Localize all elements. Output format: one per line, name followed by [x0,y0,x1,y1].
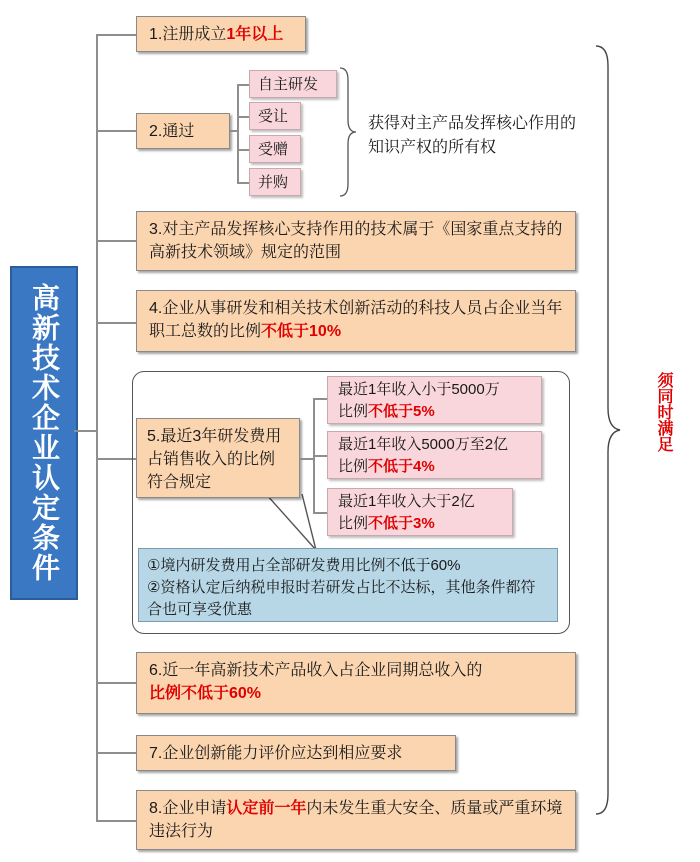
tier-2 [327,431,542,479]
branch-1 [96,34,136,36]
condition-6-text: 6.近一年高新技术产品收入占企业同期总收入的 [149,662,483,679]
condition-5 [136,418,300,498]
condition-4 [136,290,576,352]
branch-4 [96,322,136,324]
cond5-fork-1 [313,398,327,400]
callout-pointer [258,494,328,554]
condition-8-highlight: 认定前一年 [226,800,307,817]
diagram-title: 高新技术企业认定条件 [29,283,60,583]
options-brace [338,66,358,198]
trunk-line [96,34,98,820]
condition-4-text: 4.企业从事研发和相关技术创新活动的科技人员占企业当年职工总数的比例 [149,300,563,340]
tier-3-label: 比例 [338,515,369,532]
tier-2-highlight: 不低于4% [368,458,435,475]
tier-1-line1: 最近1年收入小于5000万 [338,381,500,398]
condition-8-text-pre: 8.企业申请 [149,800,227,817]
condition-4-highlight: 不低于10% [261,323,342,340]
cond2-fork [237,84,239,182]
condition-7-text: 7.企业创新能力评价应达到相应要求 [149,745,403,762]
cond2-fork-1 [237,84,249,86]
condition-2-result: 获得对主产品发挥核心作用的知识产权的所有权 [368,115,577,156]
condition-8-text-post: 内未发生重大安全、质量或严重环境违法行为 [149,800,563,840]
cond2-fork-4 [237,182,249,184]
option-gift [249,135,301,163]
tier-3-line1: 最近1年收入大于2亿 [338,493,475,510]
branch-6 [96,682,136,684]
tier-2-label: 比例 [338,458,369,475]
tier-3-highlight: 不低于3% [368,515,435,532]
cond5-fork-2 [313,455,327,457]
branch-3 [96,240,136,242]
condition-1-highlight: 1年以上 [226,26,284,43]
condition-6 [136,652,576,714]
connector-title-to-trunk [74,430,96,432]
cond5-fork-3 [313,512,327,514]
title-box [10,266,78,600]
condition-1 [136,16,306,52]
must-meet-all-label: 须同时满足 [655,372,672,452]
cond2-fork-2 [237,116,249,118]
condition-1-text: 1.注册成立 [149,26,227,43]
option-merger [249,168,301,196]
condition-2-label: 2.通过 [149,123,195,140]
tier-1-label: 比例 [338,403,369,420]
tier-1-highlight: 不低于5% [368,403,435,420]
note-1: ①境内研发费用占全部研发费用比例不低于60% [147,557,461,574]
condition-5-notes [138,548,558,622]
branch-8 [96,820,136,822]
option-merger-text: 并购 [258,174,289,191]
note-2: ②资格认定后纳税申报时若研发占比不达标，其他条件都符合也可享受优惠 [147,579,536,618]
cond2-fork-3 [237,149,249,151]
option-self-rd-text: 自主研发 [258,76,319,93]
condition-5-text: 5.最近3年研发费用占销售收入的比例符合规定 [147,428,282,491]
condition-3 [136,211,576,271]
branch-7 [96,752,136,754]
condition-6-highlight: 比例不低于60% [149,685,262,702]
option-gift-text: 受赠 [258,141,289,158]
option-self-rd [249,70,337,98]
condition-3-text: 3.对主产品发挥核心支持作用的技术属于《国家重点支持的高新技术领域》规定的范围 [149,221,563,261]
condition-2 [136,113,230,149]
condition-7 [136,735,456,771]
option-transfer [249,102,301,130]
tier-2-line1: 最近1年收入5000万至2亿 [338,436,509,453]
tier-1 [327,376,542,424]
tier-3 [327,488,513,536]
branch-5 [96,458,136,460]
branch-2 [96,130,136,132]
option-transfer-text: 受让 [258,108,289,125]
condition-8 [136,790,576,850]
all-conditions-brace [594,44,624,816]
cond5-link [300,458,314,460]
